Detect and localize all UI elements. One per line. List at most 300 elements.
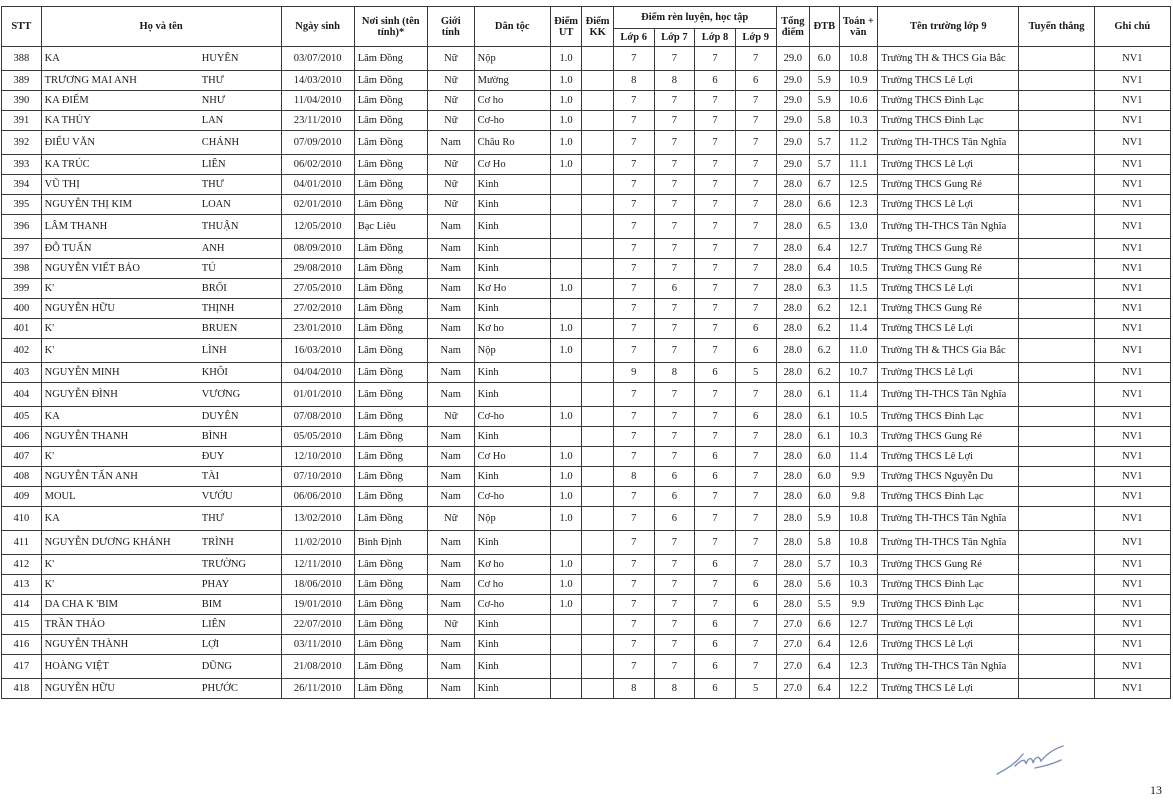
ethnicity: Kinh <box>474 299 550 319</box>
total-score: 28.0 <box>776 447 810 467</box>
grade-7-score: 7 <box>654 531 695 555</box>
table-row <box>2 175 1171 195</box>
given-name: TRÌNH <box>199 531 281 555</box>
ethnicity: Kinh <box>474 215 550 239</box>
average-score: 6.0 <box>810 47 839 71</box>
priority-points <box>550 615 582 635</box>
grade-6-score: 7 <box>613 259 654 279</box>
note: NV1 <box>1094 339 1170 363</box>
table-row <box>2 299 1171 319</box>
grade-8-score: 7 <box>695 215 736 239</box>
date-of-birth: 07/09/2010 <box>281 131 354 155</box>
school-name: Trường THCS Lê Lợi <box>878 679 1019 699</box>
header-grade-8: Lớp 8 <box>695 29 736 47</box>
priority-points <box>550 383 582 407</box>
row-number: 405 <box>2 407 42 427</box>
given-name: THƯ <box>199 507 281 531</box>
average-score: 5.7 <box>810 155 839 175</box>
grade-6-score: 7 <box>613 195 654 215</box>
grade-9-score: 7 <box>735 131 776 155</box>
table-row <box>2 111 1171 131</box>
grade-6-score: 7 <box>613 155 654 175</box>
priority-points: 1.0 <box>550 339 582 363</box>
direct-admission <box>1019 339 1094 363</box>
note: NV1 <box>1094 215 1170 239</box>
given-name: BRUEN <box>199 319 281 339</box>
math-lit-score: 10.8 <box>839 531 878 555</box>
average-score: 6.1 <box>810 427 839 447</box>
average-score: 6.7 <box>810 175 839 195</box>
table-row <box>2 595 1171 615</box>
bonus-points <box>582 91 614 111</box>
family-name: NGUYỄN THANH <box>41 427 199 447</box>
gender: Nữ <box>427 111 474 131</box>
ethnicity: Châu Ro <box>474 131 550 155</box>
school-name: Trường THCS Đinh Lạc <box>878 111 1019 131</box>
school-name: Trường THCS Lê Lợi <box>878 71 1019 91</box>
row-number: 401 <box>2 319 42 339</box>
bonus-points <box>582 111 614 131</box>
row-number: 412 <box>2 555 42 575</box>
page-number: 13 <box>1150 783 1162 797</box>
family-name: KA <box>41 507 199 531</box>
birthplace: Lâm Đồng <box>354 175 427 195</box>
note: NV1 <box>1094 71 1170 91</box>
direct-admission <box>1019 239 1094 259</box>
row-number: 390 <box>2 91 42 111</box>
grade-9-score: 6 <box>735 595 776 615</box>
bonus-points <box>582 407 614 427</box>
gender: Nữ <box>427 615 474 635</box>
school-name: Trường TH-THCS Tân Nghĩa <box>878 383 1019 407</box>
given-name: DŨNG <box>199 655 281 679</box>
math-lit-score: 10.5 <box>839 259 878 279</box>
school-name: Trường THCS Lê Lợi <box>878 615 1019 635</box>
direct-admission <box>1019 655 1094 679</box>
date-of-birth: 18/06/2010 <box>281 575 354 595</box>
grade-7-score: 7 <box>654 239 695 259</box>
school-name: Trường THCS Đinh Lạc <box>878 91 1019 111</box>
average-score: 5.8 <box>810 111 839 131</box>
average-score: 5.8 <box>810 531 839 555</box>
average-score: 6.4 <box>810 679 839 699</box>
school-name: Trường TH & THCS Gia Bắc <box>878 47 1019 71</box>
grade-6-score: 7 <box>613 507 654 531</box>
grade-8-score: 7 <box>695 299 736 319</box>
family-name: KA ĐIỂM <box>41 91 199 111</box>
total-score: 28.0 <box>776 427 810 447</box>
grade-9-score: 7 <box>735 195 776 215</box>
ethnicity: Nộp <box>474 47 550 71</box>
birthplace: Lâm Đồng <box>354 239 427 259</box>
gender: Nam <box>427 363 474 383</box>
grade-6-score: 7 <box>613 407 654 427</box>
row-number: 414 <box>2 595 42 615</box>
ethnicity: Nộp <box>474 339 550 363</box>
priority-points: 1.0 <box>550 555 582 575</box>
table-row <box>2 575 1171 595</box>
birthplace: Lâm Đồng <box>354 363 427 383</box>
birthplace: Lâm Đồng <box>354 447 427 467</box>
direct-admission <box>1019 467 1094 487</box>
family-name: VŨ THỊ <box>41 175 199 195</box>
priority-points <box>550 239 582 259</box>
priority-points: 1.0 <box>550 575 582 595</box>
signature-initials <box>995 744 1065 778</box>
row-number: 393 <box>2 155 42 175</box>
priority-points: 1.0 <box>550 91 582 111</box>
grade-9-score: 6 <box>735 407 776 427</box>
bonus-points <box>582 487 614 507</box>
school-name: Trường THCS Gung Ré <box>878 175 1019 195</box>
date-of-birth: 08/09/2010 <box>281 239 354 259</box>
date-of-birth: 07/08/2010 <box>281 407 354 427</box>
given-name: PHƯỚC <box>199 679 281 699</box>
table-row <box>2 635 1171 655</box>
priority-points <box>550 259 582 279</box>
school-name: Trường THCS Lê Lợi <box>878 195 1019 215</box>
grade-9-score: 7 <box>735 259 776 279</box>
math-lit-score: 11.4 <box>839 319 878 339</box>
average-score: 5.7 <box>810 555 839 575</box>
grade-9-score: 6 <box>735 319 776 339</box>
header-kk: Điểm KK <box>582 7 614 47</box>
family-name: K' <box>41 447 199 467</box>
ethnicity: Cơ ho <box>474 91 550 111</box>
table-row <box>2 131 1171 155</box>
ethnicity: Kinh <box>474 531 550 555</box>
math-lit-score: 11.5 <box>839 279 878 299</box>
priority-points: 1.0 <box>550 111 582 131</box>
direct-admission <box>1019 131 1094 155</box>
grade-9-score: 7 <box>735 635 776 655</box>
grade-6-score: 7 <box>613 215 654 239</box>
bonus-points <box>582 155 614 175</box>
average-score: 6.1 <box>810 383 839 407</box>
grade-6-score: 7 <box>613 487 654 507</box>
birthplace: Lâm Đồng <box>354 595 427 615</box>
grade-6-score: 9 <box>613 363 654 383</box>
family-name: HOÀNG VIỆT <box>41 655 199 679</box>
date-of-birth: 14/03/2010 <box>281 71 354 91</box>
ethnicity: Kinh <box>474 259 550 279</box>
family-name: KA THỦY <box>41 111 199 131</box>
header-name: Họ và tên <box>41 7 281 47</box>
priority-points: 1.0 <box>550 71 582 91</box>
grade-8-score: 7 <box>695 131 736 155</box>
row-number: 400 <box>2 299 42 319</box>
math-lit-score: 10.8 <box>839 507 878 531</box>
grade-8-score: 6 <box>695 555 736 575</box>
ethnicity: Cơ Ho <box>474 447 550 467</box>
date-of-birth: 27/02/2010 <box>281 299 354 319</box>
family-name: K' <box>41 575 199 595</box>
gender: Nam <box>427 531 474 555</box>
grade-8-score: 7 <box>695 407 736 427</box>
gender: Nam <box>427 339 474 363</box>
grade-9-score: 7 <box>735 447 776 467</box>
date-of-birth: 22/07/2010 <box>281 615 354 635</box>
gender: Nam <box>427 215 474 239</box>
grade-9-score: 7 <box>735 111 776 131</box>
grade-6-score: 7 <box>613 239 654 259</box>
direct-admission <box>1019 71 1094 91</box>
bonus-points <box>582 131 614 155</box>
gender: Nam <box>427 679 474 699</box>
row-number: 410 <box>2 507 42 531</box>
grade-6-score: 7 <box>613 595 654 615</box>
school-name: Trường TH-THCS Tân Nghĩa <box>878 131 1019 155</box>
average-score: 5.7 <box>810 131 839 155</box>
given-name: ANH <box>199 239 281 259</box>
grade-7-score: 7 <box>654 319 695 339</box>
total-score: 28.0 <box>776 215 810 239</box>
direct-admission <box>1019 487 1094 507</box>
table-row <box>2 555 1171 575</box>
grade-7-score: 7 <box>654 259 695 279</box>
ethnicity: Kinh <box>474 195 550 215</box>
ethnicity: Kinh <box>474 383 550 407</box>
direct-admission <box>1019 635 1094 655</box>
family-name: TRẦN THẢO <box>41 615 199 635</box>
birthplace: Lâm Đồng <box>354 615 427 635</box>
family-name: NGUYỄN VIẾT BẢO <box>41 259 199 279</box>
gender: Nữ <box>427 71 474 91</box>
table-row <box>2 383 1171 407</box>
total-score: 29.0 <box>776 155 810 175</box>
math-lit-score: 11.0 <box>839 339 878 363</box>
grade-6-score: 7 <box>613 531 654 555</box>
grade-7-score: 6 <box>654 279 695 299</box>
math-lit-score: 13.0 <box>839 215 878 239</box>
priority-points: 1.0 <box>550 279 582 299</box>
grade-7-score: 8 <box>654 363 695 383</box>
birthplace: Lâm Đồng <box>354 47 427 71</box>
school-name: Trường THCS Nguyễn Du <box>878 467 1019 487</box>
date-of-birth: 13/02/2010 <box>281 507 354 531</box>
header-math-lit: Toán + văn <box>839 7 878 47</box>
grade-9-score: 5 <box>735 679 776 699</box>
grade-9-score: 7 <box>735 531 776 555</box>
given-name: LỢI <box>199 635 281 655</box>
direct-admission <box>1019 363 1094 383</box>
grade-6-score: 7 <box>613 131 654 155</box>
total-score: 28.0 <box>776 299 810 319</box>
birthplace: Lâm Đồng <box>354 383 427 407</box>
given-name: VƯỚU <box>199 487 281 507</box>
header-direct: Tuyển thẳng <box>1019 7 1094 47</box>
ethnicity: Cơ ho <box>474 575 550 595</box>
math-lit-score: 10.3 <box>839 575 878 595</box>
given-name: LIÊN <box>199 155 281 175</box>
family-name: K' <box>41 339 199 363</box>
priority-points: 1.0 <box>550 487 582 507</box>
ethnicity: Kinh <box>474 615 550 635</box>
school-name: Trường TH-THCS Tân Nghĩa <box>878 531 1019 555</box>
math-lit-score: 10.3 <box>839 111 878 131</box>
given-name: TRƯỜNG <box>199 555 281 575</box>
school-name: Trường THCS Đinh Lạc <box>878 407 1019 427</box>
birthplace: Lâm Đồng <box>354 259 427 279</box>
average-score: 5.9 <box>810 71 839 91</box>
ethnicity: Kinh <box>474 363 550 383</box>
total-score: 28.0 <box>776 507 810 531</box>
math-lit-score: 12.2 <box>839 679 878 699</box>
given-name: CHÁNH <box>199 131 281 155</box>
birthplace: Lâm Đồng <box>354 155 427 175</box>
grade-7-score: 7 <box>654 655 695 679</box>
gender: Nữ <box>427 91 474 111</box>
note: NV1 <box>1094 195 1170 215</box>
grade-6-score: 7 <box>613 175 654 195</box>
ethnicity: Cơ Ho <box>474 155 550 175</box>
priority-points: 1.0 <box>550 467 582 487</box>
note: NV1 <box>1094 487 1170 507</box>
priority-points <box>550 635 582 655</box>
average-score: 6.6 <box>810 195 839 215</box>
date-of-birth: 11/04/2010 <box>281 91 354 111</box>
gender: Nam <box>427 383 474 407</box>
direct-admission <box>1019 531 1094 555</box>
header-birthplace: Nơi sinh (tên tỉnh)* <box>354 7 427 47</box>
table-row <box>2 239 1171 259</box>
header-conduct: Điểm rèn luyện, học tập <box>613 7 776 29</box>
given-name: THUẬN <box>199 215 281 239</box>
average-score: 6.2 <box>810 319 839 339</box>
grade-8-score: 7 <box>695 487 736 507</box>
grade-7-score: 7 <box>654 175 695 195</box>
table-row <box>2 91 1171 111</box>
average-score: 6.1 <box>810 407 839 427</box>
ethnicity: Cơ-ho <box>474 487 550 507</box>
gender: Nữ <box>427 407 474 427</box>
table-row <box>2 71 1171 91</box>
total-score: 28.0 <box>776 239 810 259</box>
direct-admission <box>1019 319 1094 339</box>
table-row <box>2 615 1171 635</box>
grade-9-score: 7 <box>735 155 776 175</box>
grade-6-score: 7 <box>613 299 654 319</box>
gender: Nam <box>427 279 474 299</box>
average-score: 5.5 <box>810 595 839 615</box>
grade-6-score: 7 <box>613 555 654 575</box>
table-row <box>2 447 1171 467</box>
given-name: TÀI <box>199 467 281 487</box>
row-number: 398 <box>2 259 42 279</box>
direct-admission <box>1019 215 1094 239</box>
birthplace: Lâm Đồng <box>354 195 427 215</box>
bonus-points <box>582 447 614 467</box>
date-of-birth: 27/05/2010 <box>281 279 354 299</box>
bonus-points <box>582 575 614 595</box>
grade-9-score: 7 <box>735 427 776 447</box>
grade-9-score: 6 <box>735 71 776 91</box>
grade-9-score: 7 <box>735 467 776 487</box>
gender: Nam <box>427 259 474 279</box>
grade-8-score: 6 <box>695 635 736 655</box>
priority-points <box>550 655 582 679</box>
total-score: 28.0 <box>776 487 810 507</box>
total-score: 27.0 <box>776 655 810 679</box>
date-of-birth: 03/11/2010 <box>281 635 354 655</box>
table-row <box>2 319 1171 339</box>
gender: Nữ <box>427 507 474 531</box>
bonus-points <box>582 339 614 363</box>
grade-8-score: 7 <box>695 531 736 555</box>
table-row <box>2 487 1171 507</box>
grade-7-score: 6 <box>654 487 695 507</box>
bonus-points <box>582 319 614 339</box>
date-of-birth: 12/05/2010 <box>281 215 354 239</box>
row-number: 399 <box>2 279 42 299</box>
grade-8-score: 7 <box>695 319 736 339</box>
school-name: Trường THCS Gung Ré <box>878 427 1019 447</box>
priority-points: 1.0 <box>550 155 582 175</box>
grade-9-score: 7 <box>735 655 776 679</box>
family-name: NGUYỄN THỊ KIM <box>41 195 199 215</box>
given-name: BÌNH <box>199 427 281 447</box>
row-number: 415 <box>2 615 42 635</box>
date-of-birth: 03/07/2010 <box>281 47 354 71</box>
direct-admission <box>1019 555 1094 575</box>
given-name: DUYÊN <box>199 407 281 427</box>
direct-admission <box>1019 195 1094 215</box>
family-name: KA <box>41 47 199 71</box>
table-row <box>2 195 1171 215</box>
average-score: 6.0 <box>810 447 839 467</box>
bonus-points <box>582 531 614 555</box>
row-number: 391 <box>2 111 42 131</box>
ethnicity: Kinh <box>474 467 550 487</box>
bonus-points <box>582 279 614 299</box>
average-score: 6.0 <box>810 487 839 507</box>
birthplace: Lâm Đồng <box>354 507 427 531</box>
grade-7-score: 7 <box>654 407 695 427</box>
grade-8-score: 7 <box>695 427 736 447</box>
given-name: LAN <box>199 111 281 131</box>
total-score: 28.0 <box>776 407 810 427</box>
total-score: 27.0 <box>776 635 810 655</box>
birthplace: Lâm Đồng <box>354 299 427 319</box>
grade-7-score: 7 <box>654 427 695 447</box>
school-name: Trường THCS Lê Lợi <box>878 635 1019 655</box>
gender: Nữ <box>427 195 474 215</box>
gender: Nam <box>427 655 474 679</box>
date-of-birth: 12/10/2010 <box>281 447 354 467</box>
table-row <box>2 427 1171 447</box>
date-of-birth: 02/01/2010 <box>281 195 354 215</box>
grade-9-score: 7 <box>735 615 776 635</box>
grade-7-score: 7 <box>654 555 695 575</box>
grade-9-score: 7 <box>735 239 776 259</box>
total-score: 28.0 <box>776 575 810 595</box>
date-of-birth: 11/02/2010 <box>281 531 354 555</box>
school-name: Trường THCS Lê Lợi <box>878 155 1019 175</box>
gender: Nam <box>427 595 474 615</box>
school-name: Trường THCS Đinh Lạc <box>878 595 1019 615</box>
grade-9-score: 7 <box>735 175 776 195</box>
family-name: LÂM THANH <box>41 215 199 239</box>
birthplace: Lâm Đồng <box>354 71 427 91</box>
grade-9-score: 7 <box>735 47 776 71</box>
gender: Nam <box>427 487 474 507</box>
bonus-points <box>582 215 614 239</box>
math-lit-score: 9.8 <box>839 487 878 507</box>
school-name: Trường THCS Gung Ré <box>878 259 1019 279</box>
total-score: 28.0 <box>776 555 810 575</box>
school-name: Trường TH-THCS Tân Nghĩa <box>878 655 1019 679</box>
grade-9-score: 6 <box>735 339 776 363</box>
